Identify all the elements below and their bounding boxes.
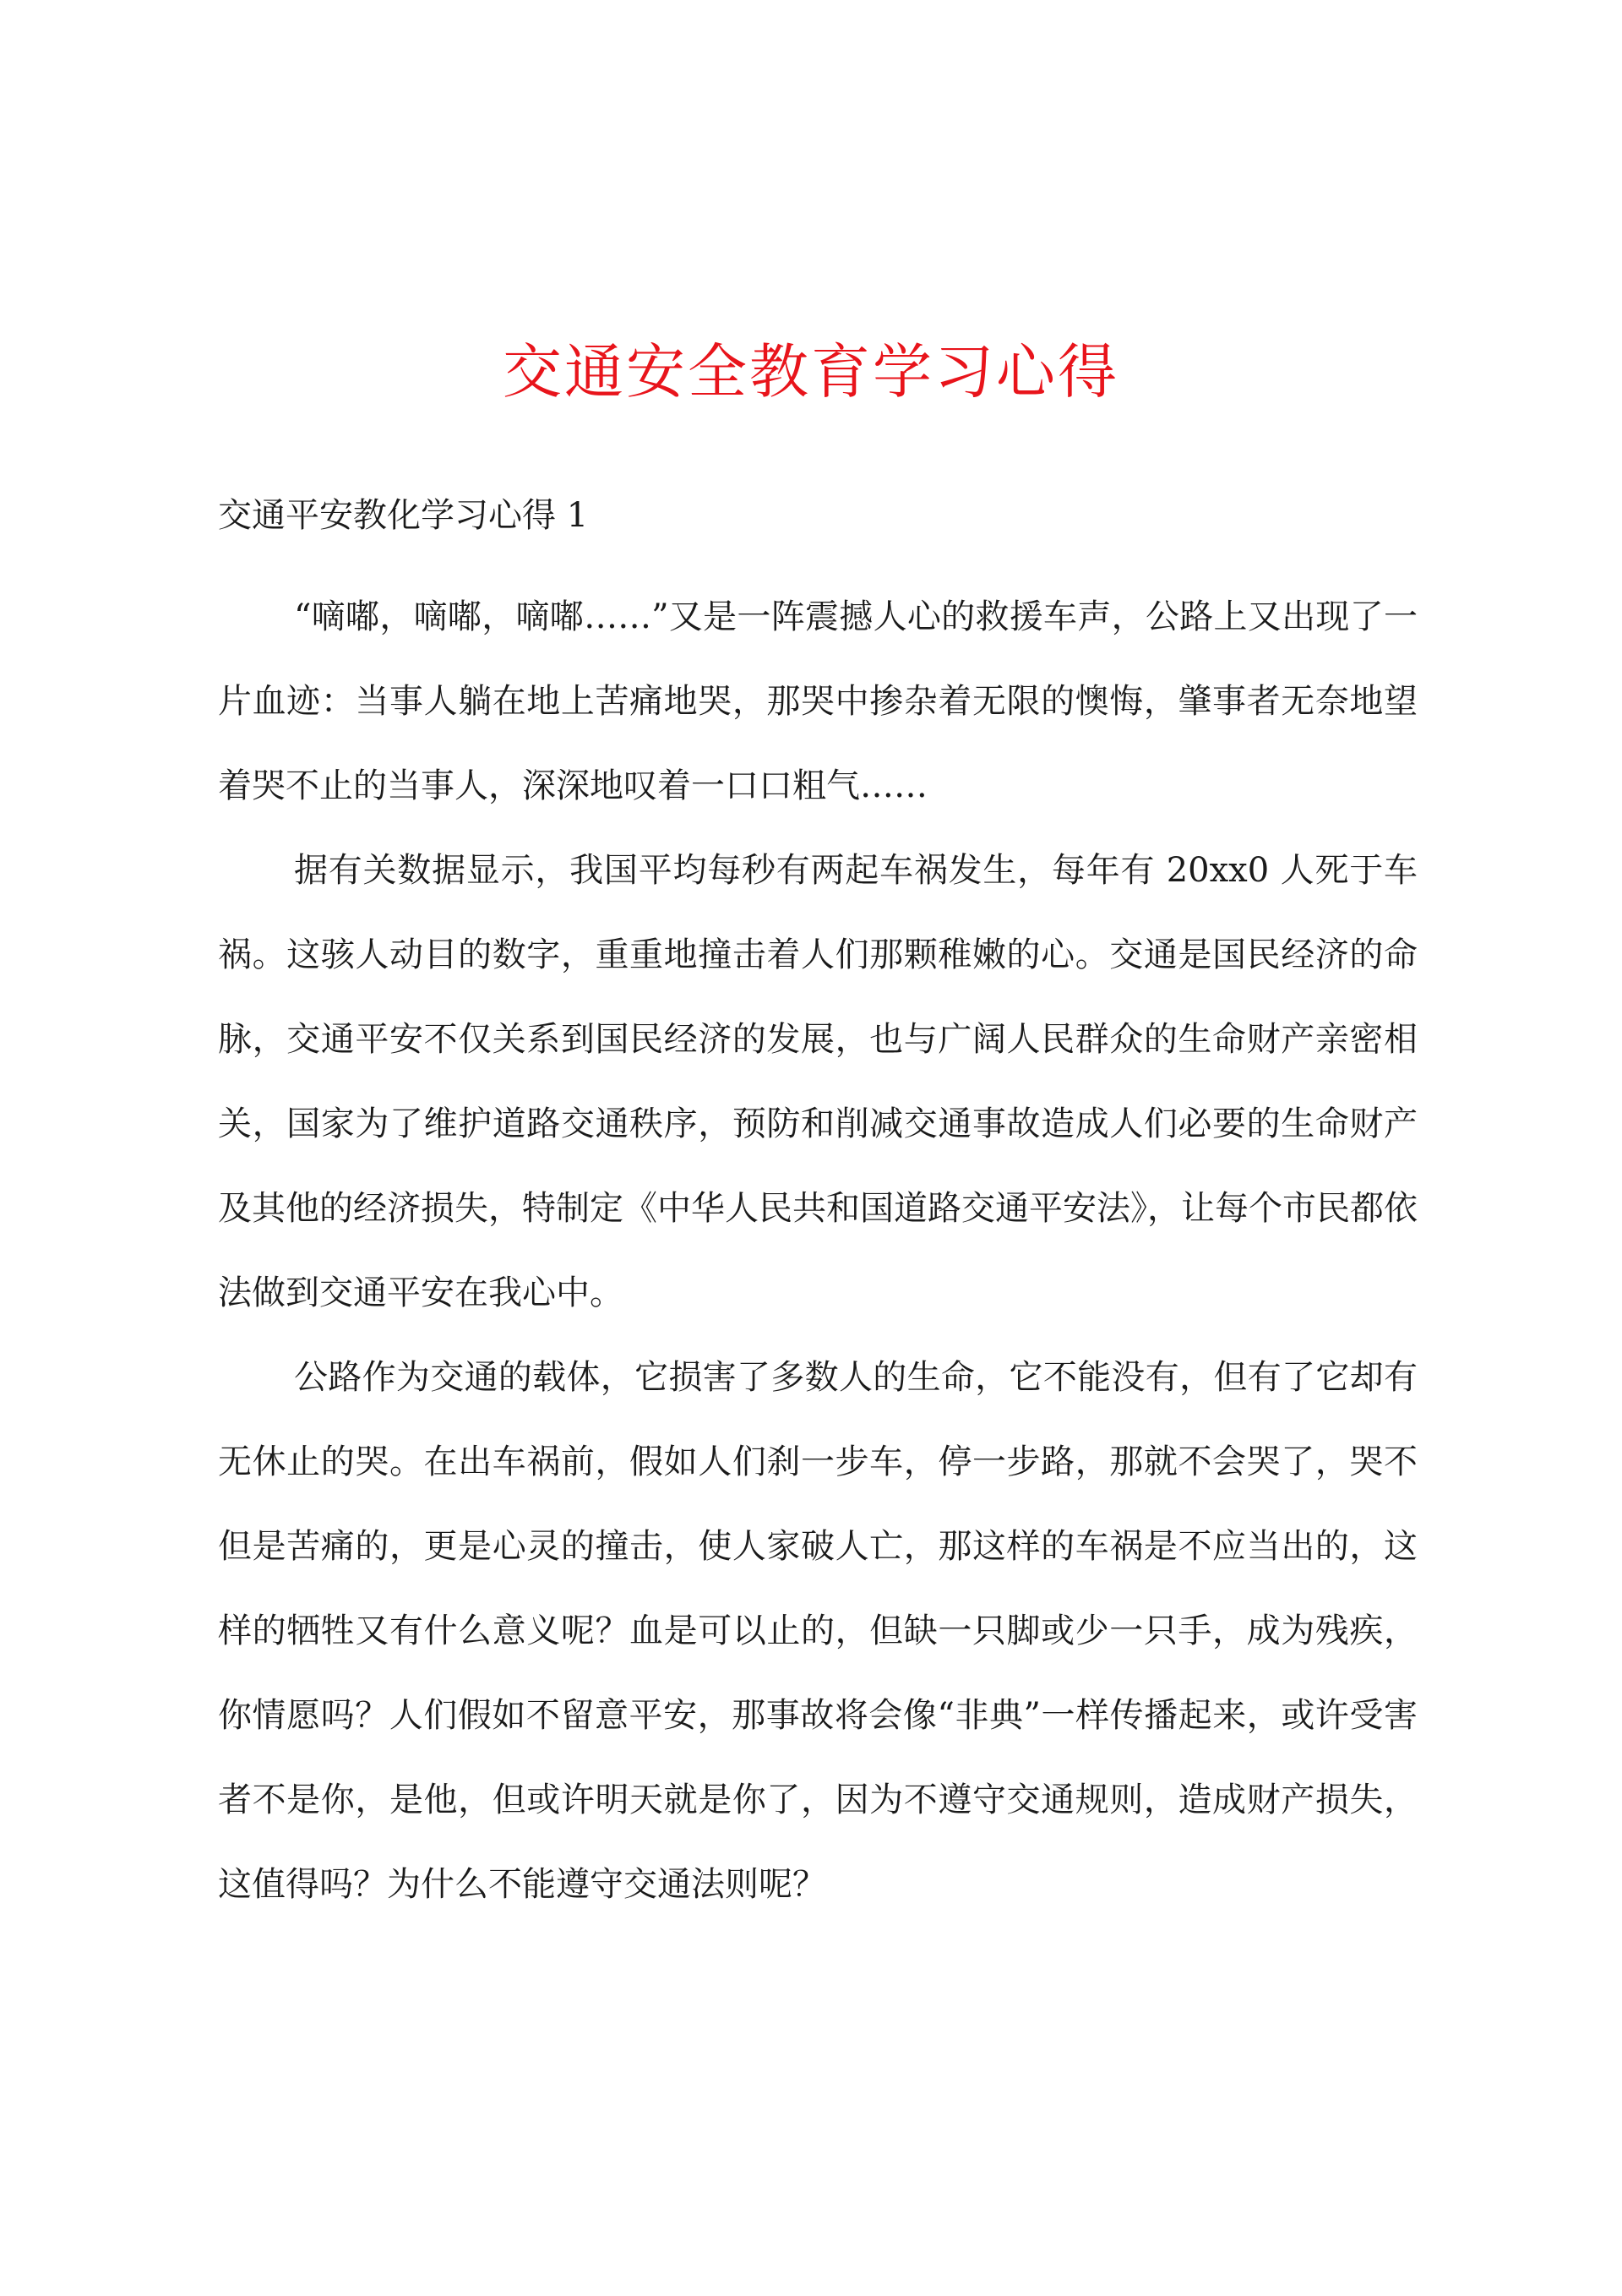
document-body [218,490,1418,1927]
document-title: 交通安全教育学习心得 [503,337,1119,406]
paragraph-3: 公路作为交通的载体，它损害了多数人的生命，它不能没有，但有了它却有无休止的哭。在出车祸前，假如人们刹一步车，停一步路，那就不会哭了，哭不但是苦痛的，更是心灵的撞击，使人家破人亡，那这样的车祸是不应当出的，这样的牺牲又有什么意义呢？血是可以止的，但缺一只脚或少一只手，成为残疾，你情愿吗？人们假如不留意平安，那事故将会像“非典”一样传播起来，或许受害者不是你，是他，但或许明天就是你了，因为不遵守交通规则，造成财产损失，这值得吗？为什么不能遵守交通法则呢？ [218,1358,1418,1904]
paragraph-2: 据有关数据显示，我国平均每秒有两起车祸发生，每年有 20xx0 人死于车祸。这骇人动目的数字，重重地撞击着人们那颗稚嫩的心。交通是国民经济的命脉，交通平安不仅关系到国民经济的发展，也与广阔人民群众的生命财产亲密相关，国家为了维护道路交通秩序，预防和削减交通事故造成人们必要的生命财产及其他的经济损失，特制定《中华人民共和国道路交通平安法》，让每个市民都依法做到交通平安在我心中。 [218,851,1418,1312]
paragraph-1: “嘀嘟，嘀嘟，嘀嘟……”又是一阵震撼人心的救援车声，公路上又出现了一片血迹：当事人躺在地上苦痛地哭，那哭中掺杂着无限的懊悔，肇事者无奈地望着哭不止的当事人，深深地叹着一口口粗气…… [218,597,1418,805]
section-heading: 交通平安教化学习心得 1 [218,496,589,535]
